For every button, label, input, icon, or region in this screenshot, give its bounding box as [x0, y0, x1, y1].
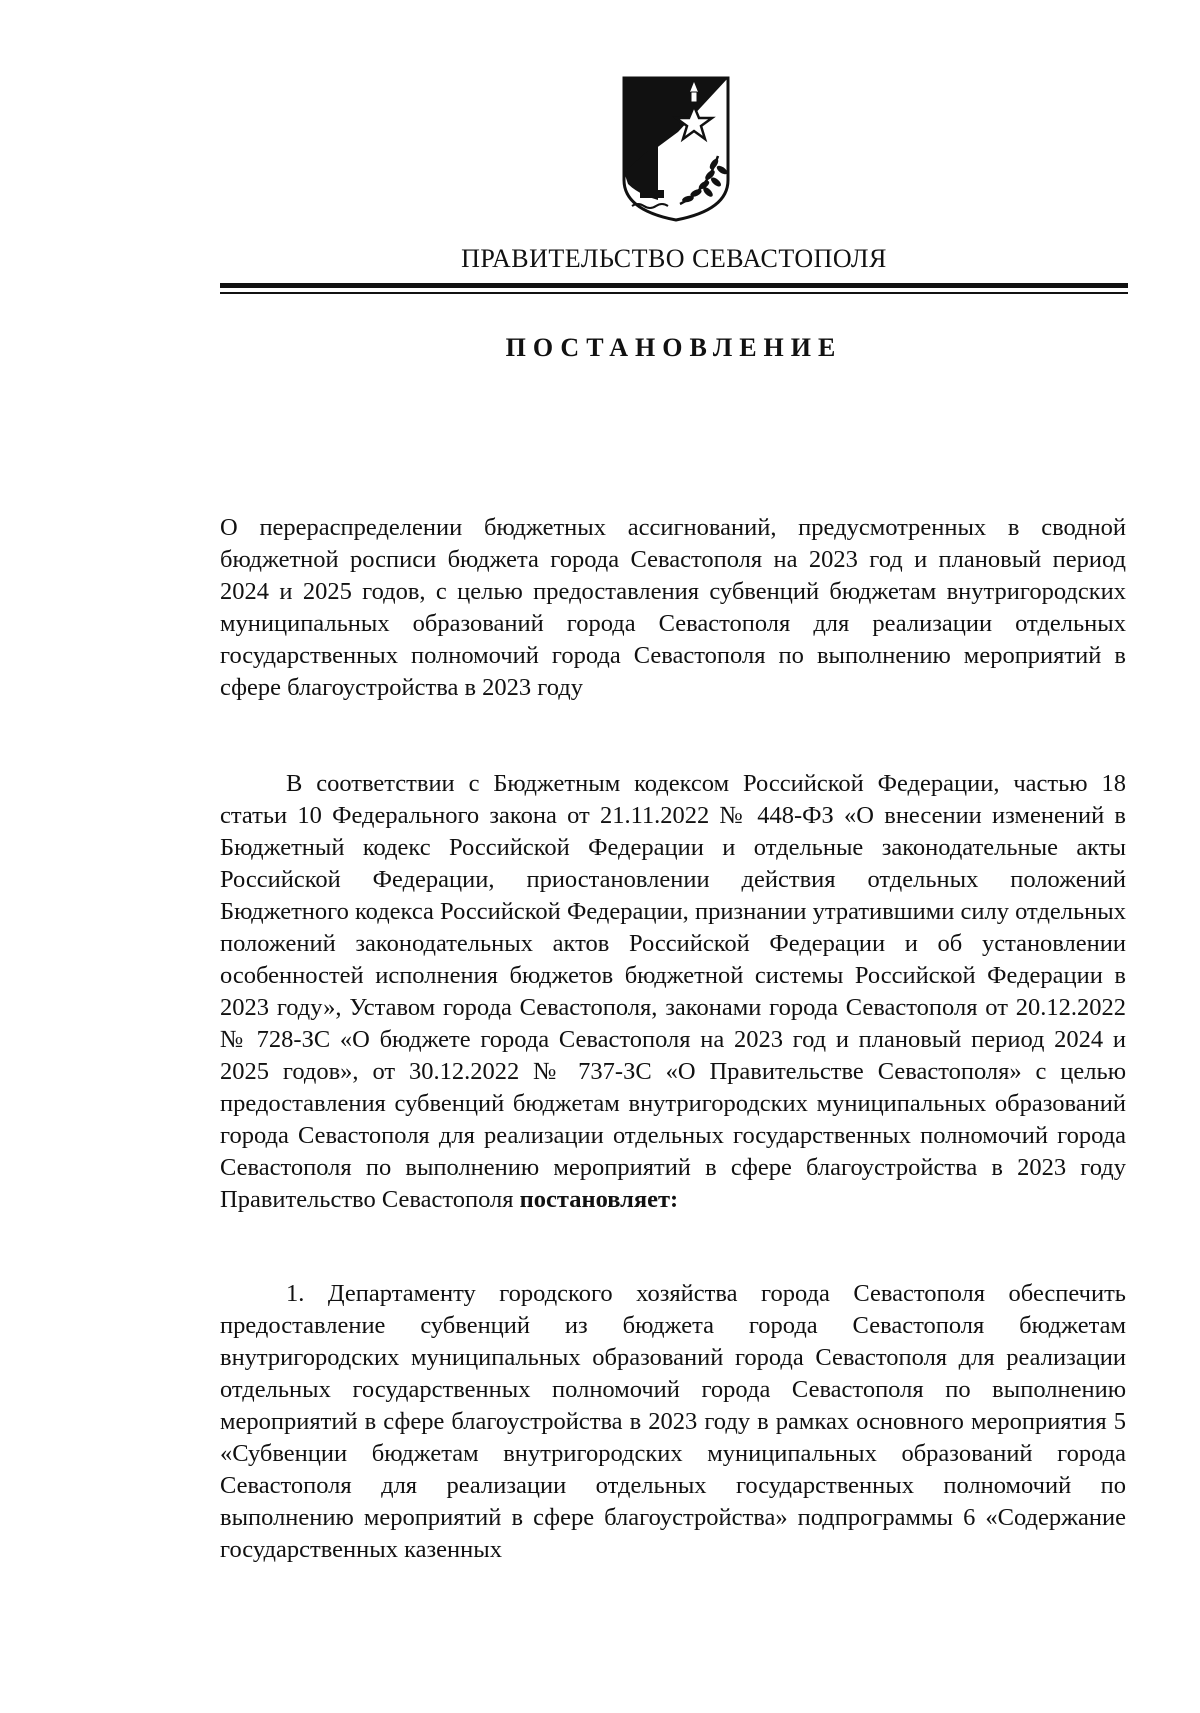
- document-type-title: ПОСТАНОВЛЕНИЕ: [505, 333, 843, 362]
- sevastopol-coat-of-arms-icon: [618, 72, 734, 224]
- resolution-subject: О перераспределении бюджетных ассигнований, предусмотренных в сводной бюджетной росписи бюджета города Севастополя на 2023 год и плановый период 2024 и 2025 годов, с целью предоставления субвенций бюджетам внутригородских муниципальных образований города Севастополя для реализации отдельных государственных полномочий города Севастополя по выполнению мероприятий в сфере благоустройства в 2023 году: [220, 514, 1126, 701]
- header-divider-thick: [220, 283, 1128, 288]
- resolves-keyword: постановляет:: [519, 1186, 679, 1213]
- government-name: ПРАВИТЕЛЬСТВО СЕВАСТОПОЛЯ: [461, 244, 887, 273]
- clause-1-paragraph: 1. Департаменту городского хозяйства города Севастополя обеспечить предоставление субвенций из бюджета города Севастополя бюджетам внутригородских муниципальных образований города Севастополя для реализации отдельных государственных полномочий города Севастополя по выполнению мероприятий в сфере благоустройства в 2023 году в рамках основного мероприятия 5 «Субвенции бюджетам внутригородских муниципальных образований города Севастополя для реализации отдельных государственных полномочий по выполнению мероприятий в сфере благоустройства» подпрограммы 6 «Содержание государственных казенных: [220, 1280, 1126, 1563]
- header-divider-thin: [220, 292, 1128, 294]
- preamble-text: В соответствии с Бюджетным кодексом Российской Федерации, частью 18 статьи 10 Федерального закона от 21.11.2022 № 448-ФЗ «О внесении изменений в Бюджетный кодекс Российской Федерации и отдельные законодательные акты Российской Федерации, приостановлении действия отдельных положений Бюджетного кодекса Российской Федерации, признании утратившими силу отдельных положений законодательных актов Российской Федерации и об установлении особенностей исполнения бюджетов бюджетной системы Российской Федерации в 2023 году», Уставом города Севастополя, законами города Севастополя от 20.12.2022 № 728-ЗС «О бюджете города Севастополя на 2023 год и плановый период 2024 и 2025 годов», от 30.12.2022 № 737-ЗС «О Правительстве Севастополя» с целью предоставления субвенций бюджетам внутригородских муниципальных образований города Севастополя для реализации отдельных государственных полномочий города Севастополя по выполнению мероприятий в сфере благоустройства в 2023 году Правительство Севастополя: [220, 770, 1126, 1213]
- preamble-paragraph: [220, 768, 1126, 1216]
